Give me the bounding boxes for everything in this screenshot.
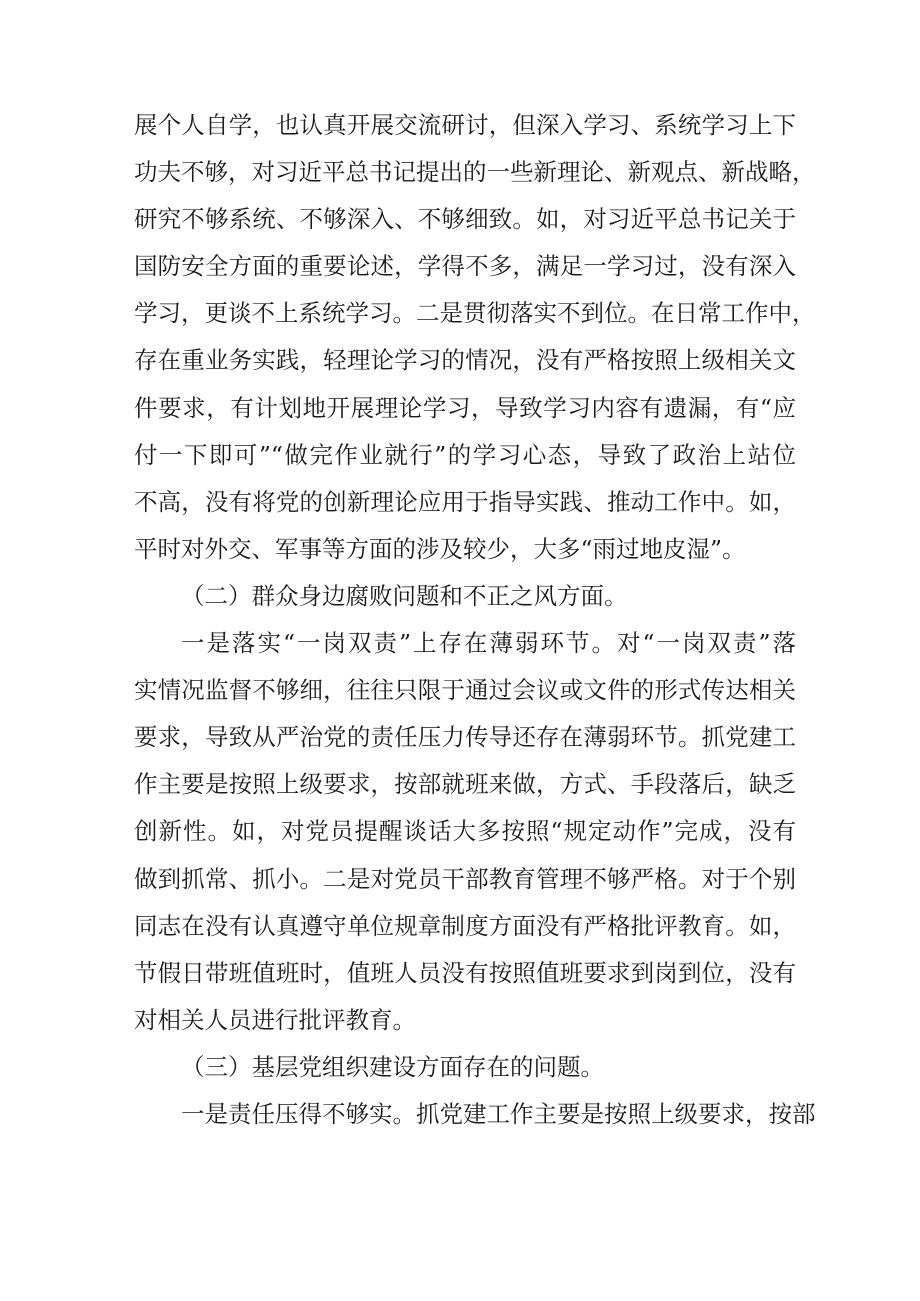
paragraph-first-line: 一是落实“一岗双责”上存在薄弱环节。对“一岗双责”落 <box>181 629 796 658</box>
section-heading: （三）基层党组织建设方面存在的问题。 <box>181 1052 604 1081</box>
text-line: 平时对外交、军事等方面的涉及较少，大多“雨过地皮湿”。 <box>134 534 746 563</box>
text-line: 存在重业务实践，轻理论学习的情况，没有严格按照上级相关文 <box>134 346 796 375</box>
text-line: 不高，没有将党的创新理论应用于指导实践、推动工作中。如， <box>134 487 796 516</box>
text-line: 付一下即可”“做完作业就行”的学习心态，导致了政治上站位 <box>134 440 796 469</box>
text-line: 实情况监督不够细，往往只限于通过会议或文件的形式传达相关 <box>134 676 796 705</box>
document-body <box>134 102 816 1138</box>
paragraph-first-line: 一是责任压得不够实。抓党建工作主要是按照上级要求，按部 <box>181 1099 816 1128</box>
text-line: 对相关人员进行批评教育。 <box>134 1005 416 1034</box>
text-line: 展个人自学，也认真开展交流研讨，但深入学习、系统学习上下 <box>134 111 796 139</box>
text-line: 做到抓常、抓小。二是对党员干部教育管理不够严格。对于个别 <box>134 864 796 893</box>
text-line: 研究不够系统、不够深入、不够细致。如，对习近平总书记关于 <box>134 205 796 234</box>
text-line: 创新性。如，对党员提醒谈话大多按照“规定动作”完成，没有 <box>134 817 796 846</box>
text-line: 学习，更谈不上系统学习。二是贯彻落实不到位。在日常工作中， <box>134 299 816 328</box>
text-line: 功夫不够，对习近平总书记提出的一些新理论、新观点、新战略， <box>134 158 816 187</box>
text-line: 要求，导致从严治党的责任压力传导还存在薄弱环节。抓党建工 <box>134 723 796 752</box>
text-line: 节假日带班值班时，值班人员没有按照值班要求到岗到位，没有 <box>134 958 796 987</box>
text-line: 件要求，有计划地开展理论学习，导致学习内容有遗漏，有“应 <box>134 393 796 422</box>
text-line: 同志在没有认真遵守单位规章制度方面没有严格批评教育。如， <box>134 911 796 940</box>
section-heading: （二）群众身边腐败问题和不正之风方面。 <box>181 581 628 610</box>
text-line: 国防安全方面的重要论述，学得不多，满足一学习过，没有深入 <box>134 252 796 281</box>
text-line: 作主要是按照上级要求，按部就班来做，方式、手段落后，缺乏 <box>134 770 796 799</box>
